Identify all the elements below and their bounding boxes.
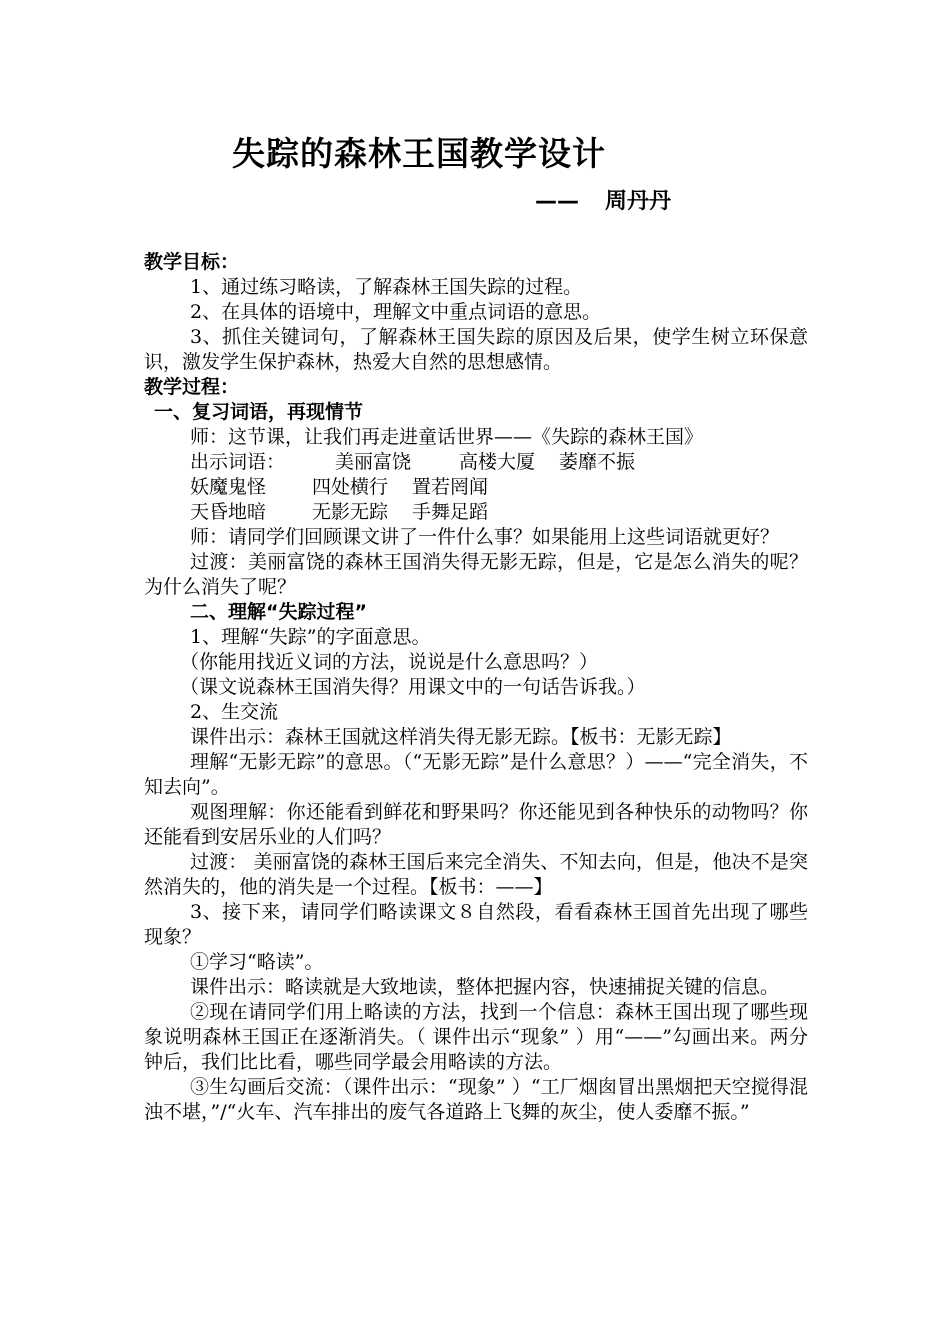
paragraph: 师：这节课，让我们再走进童话世界——《失踪的森林王国》 (190, 426, 704, 448)
paragraph: 过渡： 美丽富饶的森林王国后来完全消失、不知去向，但是，他决不是突然消失的，他的消失是一个过程。【板书：——】 (144, 851, 808, 898)
paragraph: ③生勾画后交流：（课件出示：“现象” ）“工厂烟囱冒出黑烟把天空搅得混浊不堪，”/“火车、汽车排出的废气各道路上飞舞的灰尘，使人委靡不振。” (144, 1076, 808, 1123)
word: 天昏地暗 (190, 501, 267, 523)
paragraph: 师：请同学们回顾课文讲了一件什么事？如果能用上这些词语就更好？ (190, 526, 780, 548)
paragraph: 课件出示：略读就是大致地读，整体把握内容，快速捕捉关键的信息。 (190, 976, 780, 998)
word: 美丽富饶 (335, 451, 412, 473)
paragraph: 理解“无影无踪”的意思。（“无影无踪”是什么意思？）——“完全消失，不知去向”。 (144, 751, 808, 798)
document-title: 失踪的森林王国教学设计 (232, 134, 606, 173)
word-list-row (144, 475, 808, 500)
author-line (535, 184, 671, 215)
word: 置若罔闻 (412, 476, 489, 498)
section-heading: 二、理解“失踪过程” (190, 601, 367, 623)
word-list-label: 出示词语： (190, 451, 286, 473)
paragraph: （课文说森林王国消失得？用课文中的一句话告诉我。） (180, 676, 646, 698)
paragraph: （你能用找近义词的方法，说说是什么意思吗？） (180, 651, 599, 673)
goals-heading: 教学目标： (144, 251, 240, 273)
word-list-row (144, 500, 808, 525)
process-heading: 教学过程： (144, 376, 240, 398)
paragraph: ②现在请同学们用上略读的方法，找到一个信息：森林王国出现了哪些现象说明森林王国正在逐渐消失。（ 课件出示“现象” ）用“——”勾画出来。两分钟后，我们比比看，哪些同学最会用略读的方法。 (144, 1001, 808, 1073)
author-dash: —— (535, 189, 579, 214)
paragraph: ①学习“略读”。 (190, 951, 324, 973)
word: 四处横行 (312, 476, 389, 498)
author-name: 周丹丹 (605, 189, 672, 214)
document-body (144, 250, 808, 1125)
paragraph: 3、接下来，请同学们略读课文８自然段，看看森林王国首先出现了哪些现象？ (144, 901, 808, 948)
paragraph: 观图理解：你还能看到鲜花和野果吗？你还能见到各种快乐的动物吗？你还能看到安居乐业的人们吗？ (144, 801, 808, 848)
goal-item: 3、抓住关键词句，了解森林王国失踪的原因及后果，使学生树立环保意识，激发学生保护森林，热爱大自然的思想感情。 (144, 326, 808, 373)
word-list-row (144, 450, 808, 475)
word: 妖魔鬼怪 (190, 476, 267, 498)
word: 无影无踪 (312, 501, 389, 523)
section-heading: 一、复习词语，再现情节 (154, 401, 364, 423)
paragraph: 2、生交流 (190, 701, 279, 723)
paragraph: 1、理解“失踪”的字面意思。 (190, 626, 431, 648)
paragraph: 课件出示：森林王国就这样消失得无影无踪。【板书：无影无踪】 (190, 726, 732, 748)
goal-item: 1、通过练习略读，了解森林王国失踪的过程。 (190, 276, 583, 298)
word: 高楼大厦 (459, 451, 536, 473)
word: 萎靡不振 (559, 451, 636, 473)
goal-item: 2、在具体的语境中，理解文中重点词语的意思。 (190, 301, 602, 323)
paragraph: 过渡：美丽富饶的森林王国消失得无影无踪，但是，它是怎么消失的呢？为什么消失了呢？ (144, 551, 808, 598)
word: 手舞足蹈 (412, 501, 489, 523)
